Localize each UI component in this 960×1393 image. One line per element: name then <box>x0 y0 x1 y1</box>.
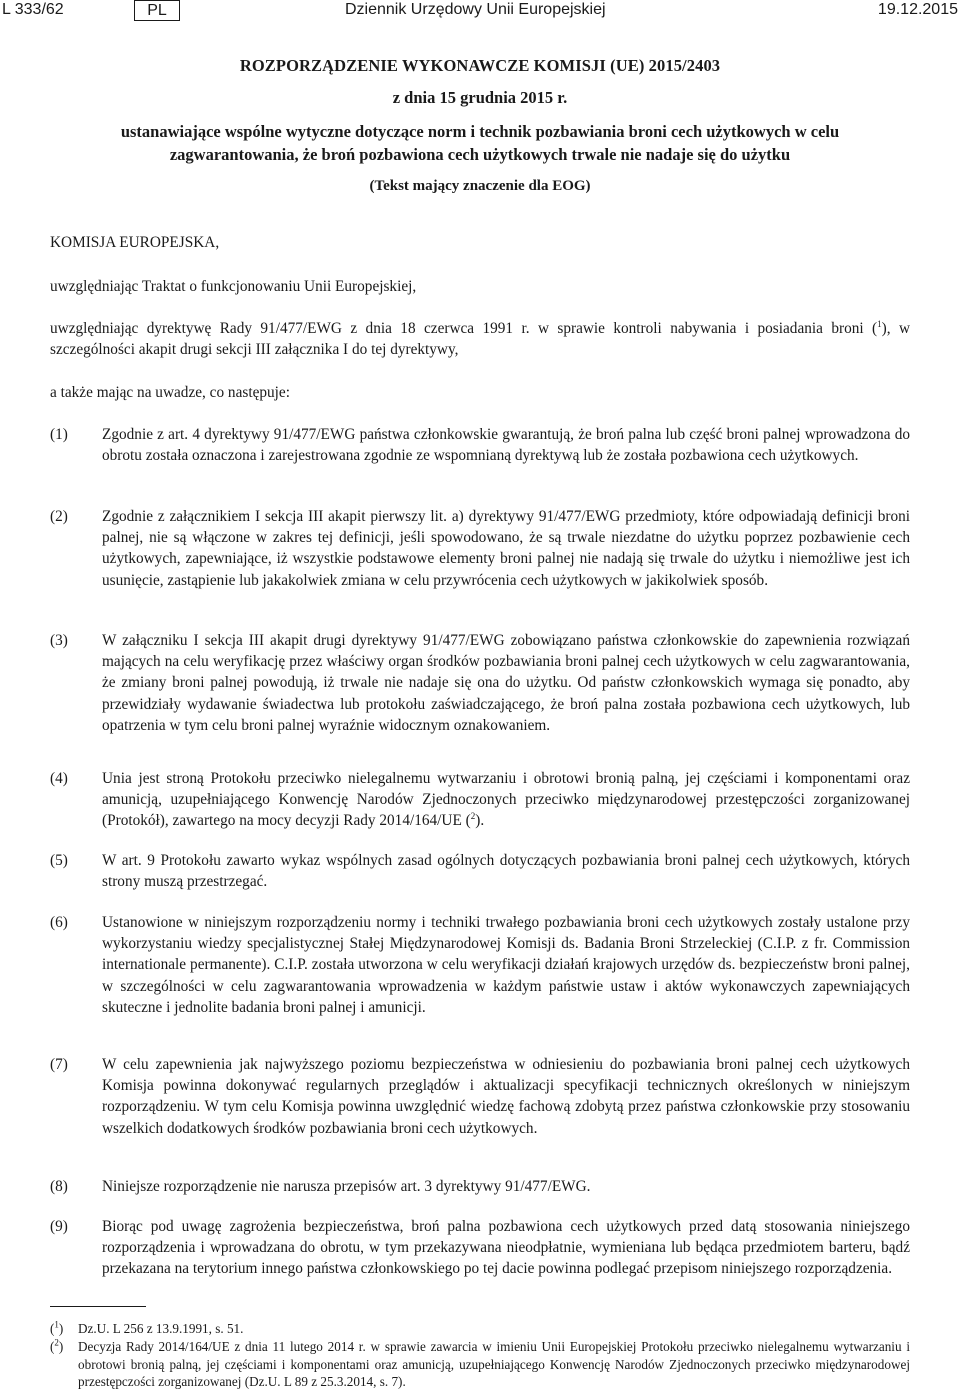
footnote-number: ($^1$) <box>50 1319 64 1336</box>
citation-directive-text-a: uwzględniając dyrektywę Rady 91/477/EWG z dnia 18 czerwca 1991 r. w sprawie kontroli nabywania i posiadania broni ( <box>50 320 878 337</box>
recital-text: W załączniku I sekcja III akapit drugi dyrektywy 91/477/EWG zobowiązano państwa członkowskie do zapewnienia rozwiązań mających na celu weryfikację przez właściwy organ środków pozbawiania broni palnej cech użytkowych w celu zagwarantowania, że zmiany broni palnej powodują, iż trwale nie nadaje się ona do użytku. Od państw członkowskich wymaga się ponadto, aby przewidziały wydawanie świadectwa lub protokołu zaświadczającego, że broń palna została pozbawiona cech użytkowych, lub opatrzenia w tym celu broni palnej wyraźnie widocznym oznakowaniem. <box>102 632 910 734</box>
recital-4 <box>50 768 910 832</box>
recital-2 <box>50 506 910 591</box>
footnote-2 <box>50 1338 910 1391</box>
whereas-intro: a także mając na uwadze, co następuje: <box>50 384 290 401</box>
recital-number: (9) <box>50 1218 68 1235</box>
recital-7 <box>50 1054 910 1139</box>
page-reference: L 333/62 <box>2 1 64 18</box>
recital-text: W art. 9 Protokołu zawarto wykaz wspólnych zasad ogólnych dotyczących pozbawiania broni palnej cech użytkowych, których strony muszą przestrzegać. <box>102 852 910 891</box>
recital-text: Zgodnie z załącznikiem I sekcja III akapit pierwszy lit. a) dyrektywy 91/477/EWG przedmioty, które odpowiadają definicji broni palnej, nie są włączone w zakres tej definicji, jeśli spowodowano, że są trwale niezdatne do użytku poprzez pozbawienie cech użytkowych, zapewniające, iż wszystkie podstawowe elementy broni palnej nie nadają się trwale do użytku i niemożliwe jest ich usunięcie, zastąpienie lub jakakolwiek zmiana w celu przywrócenia cech użytkowych w jakikolwiek sposób. <box>102 508 910 589</box>
recital-number: (6) <box>50 914 68 931</box>
recital-text-a: Unia jest stroną Protokołu przeciwko nielegalnemu wytwarzaniu i obrotowi bronią palną, jej częściami i komponentami oraz amunicją, uzupełniającego Konwencję Narodów Zjednoczonych przeciwko międzynarodowej przestępczości zorganizowanej (Protokół), zawartego na mocy decyzji Rady 2014/164/UE ( <box>102 770 910 830</box>
recital-number: (8) <box>50 1178 68 1195</box>
page-header <box>0 0 960 24</box>
recital-8 <box>50 1176 910 1197</box>
footnote-ref-1: 1 <box>877 318 882 329</box>
recital-3 <box>50 630 910 736</box>
footnote-number: ($^2$) <box>50 1337 64 1354</box>
recital-number: (1) <box>50 426 68 443</box>
recital-1 <box>50 424 910 466</box>
eea-relevance-note: (Tekst mający znaczenie dla EOG) <box>369 178 591 194</box>
recital-text: Zgodnie z art. 4 dyrektywy 91/477/EWG państwa członkowskie gwarantują, że broń palna lub część broni palnej wprowadzona do obrotu została oznaczona i zarejestrowana zgodnie ze wspomnianą dyrektywą lub że została pozbawiona cech użytkowych. <box>102 426 910 465</box>
recital-text-b: ). <box>475 812 485 830</box>
recital-number: (4) <box>50 770 68 787</box>
recital-text: W celu zapewnienia jak najwyższego poziomu bezpieczeństwa w odniesieniu do pozbawiania broni palnej cech użytkowych Komisja powinna dokonywać regularnych przeglądów i aktualizacji specyfikacji technicznych określonych w niniejszym rozporządzeniu. W tym celu Komisja powinna uwzględnić wiedzę fachową zdobytą przez państwa członkowskie przy stosowaniu wszelkich dodatkowych środków pozbawiania broni cech użytkowych. <box>102 1056 910 1137</box>
recital-text: Ustanowione w niniejszym rozporządzeniu normy i techniki trwałego pozbawiania broni cech użytkowych zostały ustalone przy wykorzystaniu wiedzy specjalistycznej Stałej Międzynarodowej Komisji ds. Badania Broni Strzeleckiej (C.I.P. z fr. Commission internationale permanente). C.I.P. została utworzona w celu weryfikacji działań krajowych urzędów ds. bezpieczeństw broni palnej, w szczególności w celu zagwarantowania wprowadzenia w każdym państwie ustaw i aktów wykonawczych zapewniających skuteczne i jednolite badania broni palnej i amunicji. <box>102 914 910 1016</box>
footnote-1 <box>50 1320 910 1338</box>
regulation-subject: ustanawiające wspólne wytyczne dotyczące norm i technik pozbawiania broni cech użytkowych w celu zagwarantowania, że broń pozbawiona cech użytkowych trwale nie nadaje się do użytku <box>120 122 840 164</box>
citation-treaty: uwzględniając Traktat o funkcjonowaniu Unii Europejskiej, <box>50 278 417 295</box>
recital-text <box>102 768 910 832</box>
recital-number: (3) <box>50 632 68 649</box>
language-code-box: PL <box>134 0 180 21</box>
recital-number: (2) <box>50 508 68 525</box>
recital-number: (7) <box>50 1056 68 1073</box>
citation-directive <box>50 318 910 360</box>
footnote-divider <box>50 1306 146 1307</box>
recital-5 <box>50 850 910 892</box>
regulation-date: z dnia 15 grudnia 2015 r. <box>392 88 568 107</box>
citation-directive-text-b: ), w szczególności akapit drugi sekcji III załącznika I do tej dyrektywy, <box>50 320 910 359</box>
footnote-text: Dz.U. L 256 z 13.9.1991, s. 51. <box>78 1321 244 1336</box>
footnote-ref-2: 2 <box>470 811 476 822</box>
footnote-text: Decyzja Rady 2014/164/UE z dnia 11 lutego 2014 r. w sprawie zawarcia w imieniu Unii Europejskiej Protokołu przeciwko nielegalnemu wytwarzaniu i obrotowi bronią palną, jej częściami i komponentami oraz amunicją, uzupełniającego Konwencję Narodów Zjednoczonych przeciwko międzynarodowej przestępczości zorganizowanej (Dz.U. L 89 z 25.3.2014, s. 7). <box>78 1339 910 1389</box>
recital-6 <box>50 912 910 1018</box>
journal-title: Dziennik Urzędowy Unii Europejskiej <box>345 1 606 18</box>
institution-name: KOMISJA EUROPEJSKA, <box>50 234 220 251</box>
publication-date: 19.12.2015 <box>877 1 958 18</box>
recital-number: (5) <box>50 852 68 869</box>
regulation-title: ROZPORZĄDZENIE WYKONAWCZE KOMISJI (UE) 2015/2403 <box>239 56 721 75</box>
recital-9 <box>50 1216 910 1280</box>
recital-text: Niniejsze rozporządzenie nie narusza przepisów art. 3 dyrektywy 91/477/EWG. <box>102 1178 591 1195</box>
recital-text: Biorąc pod uwagę zagrożenia bezpieczeństwa, broń palna pozbawiona cech użytkowych przed datą stosowania niniejszego rozporządzenia i wprowadzana do obrotu, w tym przekazywana nieodpłatnie, wymieniana lub będąca przedmiotem barteru, bądź przekazana na terytorium innego państwa członkowskiego po tej dacie powinna podlegać przepisom niniejszego rozporządzenia. <box>102 1218 910 1278</box>
